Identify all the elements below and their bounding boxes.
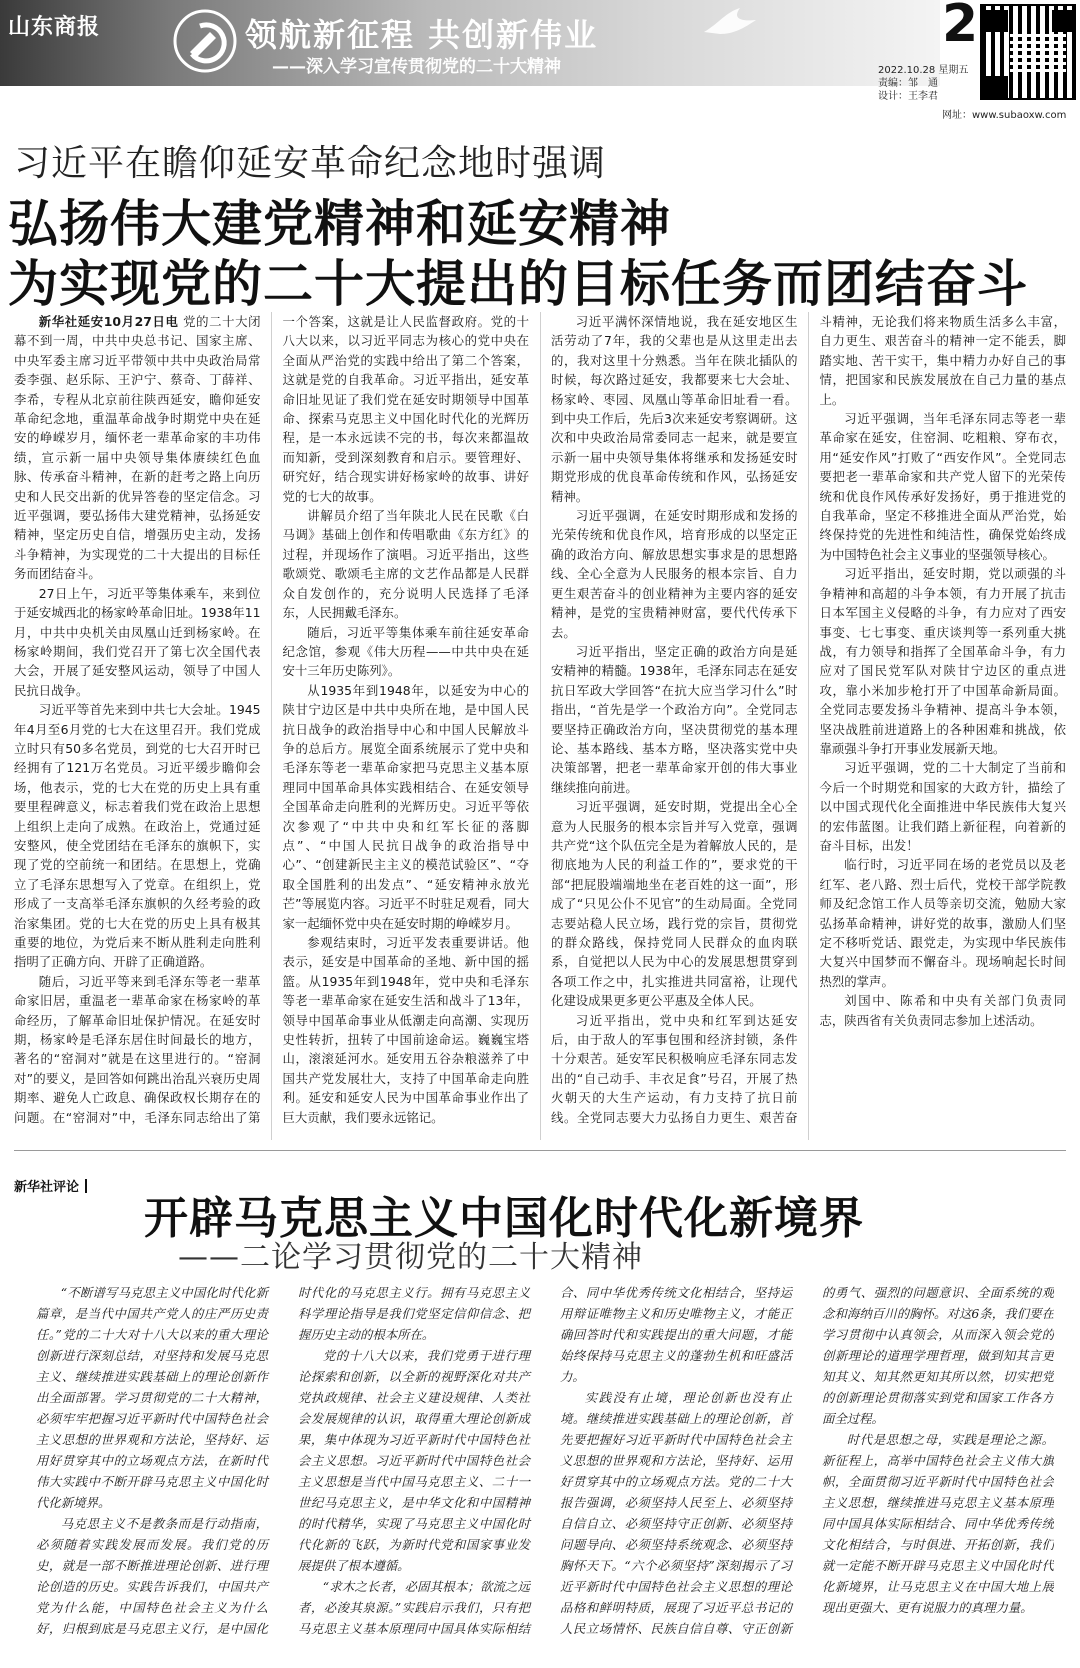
newspaper-name: 山东商报: [8, 15, 101, 40]
commentary-paragraph: 实践没有止境，理论创新也没有止境。继续推进实践基础上的理论创新，首先要把握好习近平新时代中国特色社会主义思想的世界观和方法论，坚持好、运用好贯穿其中的立场观点方法。党的二十大报告强调，必须坚持人民至上、必须坚持自信自立、必须坚持守正创新、必须坚持问题导向、必须坚持系统观念、必须坚持胸怀天下。“六个必须坚持”深刻揭示了习近平新时代中国特色社会主义思想的理论品格和鲜明特质，展现了习近平总书记的人民立场情怀、民族自信自尊、守正创新的勇气、强烈的问题意识、全面系统的观念和海纳百川的胸怀。对这6条，我们要在学习贯彻中认真领会，从而深入领会党的创新理论的道理学理哲理，做到知其言更知其义、知其然更知其所以然，切实把党的创新理论贯彻落实到党和国家工作各方面全过程。: [560, 1285, 1054, 1636]
issue-date: 2022.10.28 星期五: [878, 65, 969, 76]
main-headline-line1: 弘扬伟大建党精神和延安精神: [8, 195, 671, 253]
article-paragraph: 临行时，习近平同在场的老党员以及老红军、老八路、烈士后代，党校干部学院教师及纪念馆工作人员等亲切交流，勉励大家弘扬革命精神，讲好党的故事，激励人们坚定不移听党话、跟党走，为实现中华民族伟大复兴中国梦而不懈奋斗。现场响起长时间热烈的掌声。: [819, 857, 1066, 989]
article-paragraph: 习近平指出，延安时期，党以顽强的斗争精神和高超的斗争本领，有力开展了抗击日本军国主义侵略的斗争，有力应对了西安事变、七七事变、重庆谈判等一系列重大挑战，有力领导和指挥了全国革命斗争，有力应对了国民党军队对陕甘宁边区的重点进攻，靠小米加步枪打开了中国革命新局面。全党同志要发扬斗争精神、提高斗争本领，坚决战胜前进道路上的各种困难和挑战，依靠顽强斗争打开事业发展新天地。: [819, 566, 1066, 756]
article-paragraph: 从1935年到1948年，以延安为中心的陕甘宁边区是中共中央所在地，是中国人民抗日战争的政治指导中心和中国人民解放斗争的总后方。展览全面系统展示了党中央和毛泽东等老一辈革命家把马克思主义基本原理同中国革命具体实践相结合、在延安领导全国革命走向胜利的光辉历史。习近平等依次参观了“中共中央和红军长征的落脚点”、“中国人民抗日战争的政治指导中心”、“创建新民主主义的模范试验区”、“夺取全国胜利的出发点”、“延安精神永放光芒”等展览内容。习近平不时驻足观看，同大家一起缅怀党中央在延安时期的峥嵘岁月。: [282, 682, 529, 931]
article-paragraph: 随后，习近平等集体乘车前往延安革命纪念馆，参观《伟大历程——中共中央在延安十三年历史陈列》。: [282, 624, 529, 679]
commentary-paragraph: “不断谱写马克思主义中国化时代化新篇章，是当代中国共产党人的庄严历史责任。”党的二十大对十八大以来的重大理论创新进行深刻总结，对坚持和发展马克思主义、继续推进实践基础上的理论创新作出全面部署。学习贯彻党的二十大精神，必须牢牢把握习近平新时代中国特色社会主义思想的世界观和方法论，坚持好、运用好贯穿其中的立场观点方法，在新时代伟大实践中不断开辟马克思主义中国化时代化新境界。: [36, 1285, 268, 1510]
page-number: 2: [942, 0, 979, 54]
article-paragraph: 习近平强调，党的二十大制定了当前和今后一个时期党和国家的大政方针，描绘了以中国式现代化全面推进中华民族伟大复兴的宏伟蓝图。让我们踏上新征程，向着新的奋斗目标，出发！: [819, 760, 1066, 853]
label-bar: [85, 1179, 87, 1193]
article-paragraph: 刘国中、陈希和中央有关部门负责同志，陕西省有关负责同志参加上述活动。: [819, 993, 1066, 1028]
section-label: 新华社评论: [14, 1176, 87, 1195]
commentary-headline: 开辟马克思主义中国化时代化新境界: [144, 1193, 864, 1244]
dove-icon: [700, 4, 760, 44]
commentary-paragraph: 马克思主义不是教条而是行动指南，必须随着实践发展而发展。我们党的历史，就是一部不断推进理论创新、进行理论创造的历史。实践告诉我们，中国共产党为什么能，中国特色社会主义为什么好，归根到底是马克思主义行，是中国化时代化的马克思主义行。拥有马克思主义科学理论指导是我们党坚定信仰信念、把握历史主动的根本所在。: [36, 1285, 530, 1636]
masthead: [0, 0, 1080, 121]
edition-info: [878, 64, 978, 103]
article-paragraph: 27日上午，习近平等集体乘车，来到位于延安城西北的杨家岭革命旧址。1938年11月，中共中央机关由凤凰山迁到杨家岭。在杨家岭期间，我们党召开了第七次全国代表大会，开展了延安整风运动，领导了中国人民抗日战争。: [14, 585, 261, 698]
commentary-paragraph: 时代是思想之母，实践是理论之源。新征程上，高举中国特色社会主义伟大旗帜，全面贯彻习近平新时代中国特色社会主义思想，继续推进马克思主义基本原理同中国具体实际相结合、同中华优秀传统文化相结合，与时俱进、开拓创新，我们就一定能不断开辟马克思主义中国化时代化新境界，让马克思主义在中国大地上展现出更强大、更有说服力的真理力量。: [822, 1432, 1054, 1615]
commentary-subheadline: ——二论学习贯彻党的二十大精神: [178, 1240, 643, 1275]
party-emblem-icon: [170, 6, 240, 76]
article-paragraph: 习近平指出，坚定正确的政治方向是延安精神的精髓。1938年，毛泽东同志在延安抗日军政大学回答“在抗大应当学习什么”时指出，“首先是学一个政治方向”。全党同志要坚持正确政治方向，坚决贯彻党的基本理论、基本路线、基本方略，坚决落实党中央决策部署，把老一辈革命家开创的伟大事业继续推向前进。: [551, 643, 798, 795]
dateline: 新华社延安10月27日电: [38, 314, 179, 329]
website-url[interactable]: 网址：www.subaoxw.com: [942, 110, 1067, 121]
commentary-paragraph: 党的十八大以来，我们党勇于进行理论探索和创新，以全新的视野深化对共产党执政规律、社会主义建设规律、人类社会发展规律的认识，取得重大理论创新成果，集中体现为习近平新时代中国特色社会主义思想。习近平新时代中国特色社会主义思想是当代中国马克思主义、二十一世纪马克思主义，是中华文化和中国精神的时代精华，实现了马克思主义中国化时代化新的飞跃，为新时代党和国家事业发展提供了根本遵循。: [298, 1348, 530, 1573]
article-paragraph: 习近平强调，当年毛泽东同志等老一辈革命家在延安，住窑洞、吃粗粮、穿布衣，用“延安作风”打败了“西安作风”。全党同志要把老一辈革命家和共产党人留下的光荣传统和优良作风传承好发扬好，勇于推进党的自我革命，坚定不移推进全面从严治党，始终保持党的先进性和纯洁性，确保党始终成为中国特色社会主义事业的坚强领导核心。: [819, 411, 1066, 562]
masthead-slogan: 领航新征程 共创新伟业: [245, 16, 599, 54]
main-article-body: [14, 312, 1066, 1140]
article-paragraph: 习近平等首先来到中共七大会址。1945年4月至6月党的七大在这里召开。我们党成立时只有50多名党员，到党的七大召开时已经拥有了121万名党员。习近平缓步瞻仰会场，他表示，党的七大在党的历史上具有重要里程碑意义，标志着我们党在政治上思想上组织上走向了成熟。在政治上，党通过延安整风，使全党团结在毛泽东的旗帜下，实现了党的空前统一和团结。在思想上，党确立了毛泽东思想写入了党章。在组织上，党形成了一支高举毛泽东旗帜的久经考验的政治家集团。党的七大在党的历史上具有极其重要的地位，为党后来不断从胜利走向胜利指明了正确方向、开辟了正确道路。: [14, 702, 261, 970]
article-paragraph: 新华社延安10月27日电 党的二十大闭幕不到一周，中共中央总书记、国家主席、中央军委主席习近平带领中共中央政治局常委李强、赵乐际、王沪宁、蔡奇、丁薛祥、李希，专程从北京前往陕西延安，瞻仰延安革命纪念地，重温革命战争时期党中央在延安的峥嵘岁月，缅怀老一辈革命家的丰功伟绩，宣示新一届中央领导集体赓续红色血脉、传承奋斗精神，在新的赶考之路上向历史和人民交出新的优异答卷的坚定信念。习近平强调，要弘扬伟大建党精神，弘扬延安精神，坚定历史自信，增强历史主动，发扬斗争精神，为实现党的二十大提出的目标任务而团结奋斗。: [14, 314, 261, 582]
article-paragraph: 讲解员介绍了当年陕北人民在民歌《白马调》基础上创作和传唱歌曲《东方红》的过程，并现场作了演唱。习近平指出，这些歌颂党、歌颂毛主席的文艺作品都是人民群众自发创作的，充分说明人民选择了毛泽东，人民拥戴毛泽东。: [282, 508, 529, 621]
article-paragraph: 参观结束时，习近平发表重要讲话。他表示，延安是中国革命的圣地、新中国的摇篮。从1935年到1948年，党中央和毛泽东等老一辈革命家在延安生活和战斗了13年，领导中国革命事业从低潮走向高潮、实现历史性转折，扭转了中国前途命运。巍巍宝塔山，滚滚延河水。延安用五谷杂粮滋养了中国共产党发展壮大，支持了中国革命走向胜利。延安和延安人民为中国革命事业作出了巨大贡献，我们要永远铭记。: [282, 935, 529, 1125]
masthead-subslogan: ——深入学习宣传贯彻党的二十大精神: [272, 57, 561, 77]
commentary-body: [36, 1282, 1054, 1654]
designer-credit: 设计：王李君: [878, 91, 938, 102]
section-divider: [14, 1150, 1066, 1151]
article-paragraph: 习近平强调，延安时期，党提出全心全意为人民服务的根本宗旨并写入党章，强调共产党“这个队伍完全是为着解放人民的，是彻底地为人民的利益工作的”，要求党的干部“把屁股端端地坐在老百姓的这一面”，形成了“只见公仆不见官”的生动局面。全党同志要站稳人民立场，践行党的宗旨，贯彻党的群众路线，保持党同人民群众的血肉联系，自觉把以人民为中心的发展思想贯穿到各项工作之中，扎实推进共同富裕，让现代化建设成果更多更公平惠及全体人民。: [551, 799, 798, 1009]
editor-credit: 责编：邹 通: [878, 78, 938, 89]
article-paragraph: 随后，习近平等来到毛泽东等老一辈革命家旧居，重温老一辈革命家在杨家岭的革命经历，了解革命旧址保护情况。在延安时期，杨家岭是毛泽东居住时间最长的地方，著名的“窑洞对”就是在这里进行的。“窑洞对”的要义，是回答如何跳出治乱兴衰历史周期率、避免人亡政息、确保政权长期存在的问题。在“窑洞对”中，毛泽东同志给出了第一个答案，这就是让人民监督政府。党的十八大以来，以习近平同志为核心的党中央在全面从严治党的实践中给出了第二个答案，这就是党的自我革命。习近平指出，延安革命旧址见证了我们党在延安时期领导中国革命、探索马克思主义中国化时代化的光辉历程，是一本永远读不完的书，每次来都温故而知新，受到深刻教育和启示。要管理好、研究好，结合现实讲好杨家岭的故事、讲好党的七大的故事。: [14, 314, 529, 1125]
article-paragraph: 习近平强调，在延安时期形成和发扬的光荣传统和优良作风，培育形成的以坚定正确的政治方向、解放思想实事求是的思想路线、全心全意为人民服务的根本宗旨、自力更生艰苦奋斗的创业精神为主要内容的延安精神，是党的宝贵精神财富，要代代传承下去。: [551, 508, 798, 640]
article-paragraph: 习近平满怀深情地说，我在延安地区生活劳动了7年，我的父辈也是从这里走出去的，我对这里十分熟悉。当年在陕北插队的时候，每次路过延安，我都要来七大会址、杨家岭、枣园、凤凰山等革命旧址看一看。到中央工作后，先后3次来延安考察调研。这次和中央政治局常委同志一起来，就是要宣示新一届中央领导集体将继承和发扬延安时期党形成的优良革命传统和作风，弘扬延安精神。: [551, 314, 798, 504]
main-headline-line2: 为实现党的二十大提出的目标任务而团结奋斗: [8, 255, 1028, 313]
qr-code-icon[interactable]: [980, 4, 1076, 100]
article-paragraph: 习近平指出，党中央和红军到达延安后，由于敌人的军事包围和经济封锁，条件十分艰苦。延安军民积极响应毛泽东同志发出的“自己动手、丰衣足食”号召，开展了热火朝天的大生产运动，有力支持了抗日前线。全党同志要大力弘扬自力更生、艰苦奋斗精神，无论我们将来物质生活多么丰富，自力更生、艰苦奋斗的精神一定不能丢，脚踏实地、苦干实干，集中精力办好自己的事情，把国家和民族发展放在自己力量的基点上。: [551, 314, 1066, 1125]
main-kicker: 习近平在瞻仰延安革命纪念地时强调: [14, 143, 607, 184]
commentary-paragraph: “求木之长者，必固其根本；欲流之远者，必浚其泉源。”实践启示我们，只有把马克思主义基本原理同中国具体实际相结合、同中华优秀传统文化相结合，坚持运用辩证唯物主义和历史唯物主义，才能正确回答时代和实践提出的重大问题，才能始终保持马克思主义的蓬勃生机和旺盛活力。: [298, 1285, 792, 1636]
